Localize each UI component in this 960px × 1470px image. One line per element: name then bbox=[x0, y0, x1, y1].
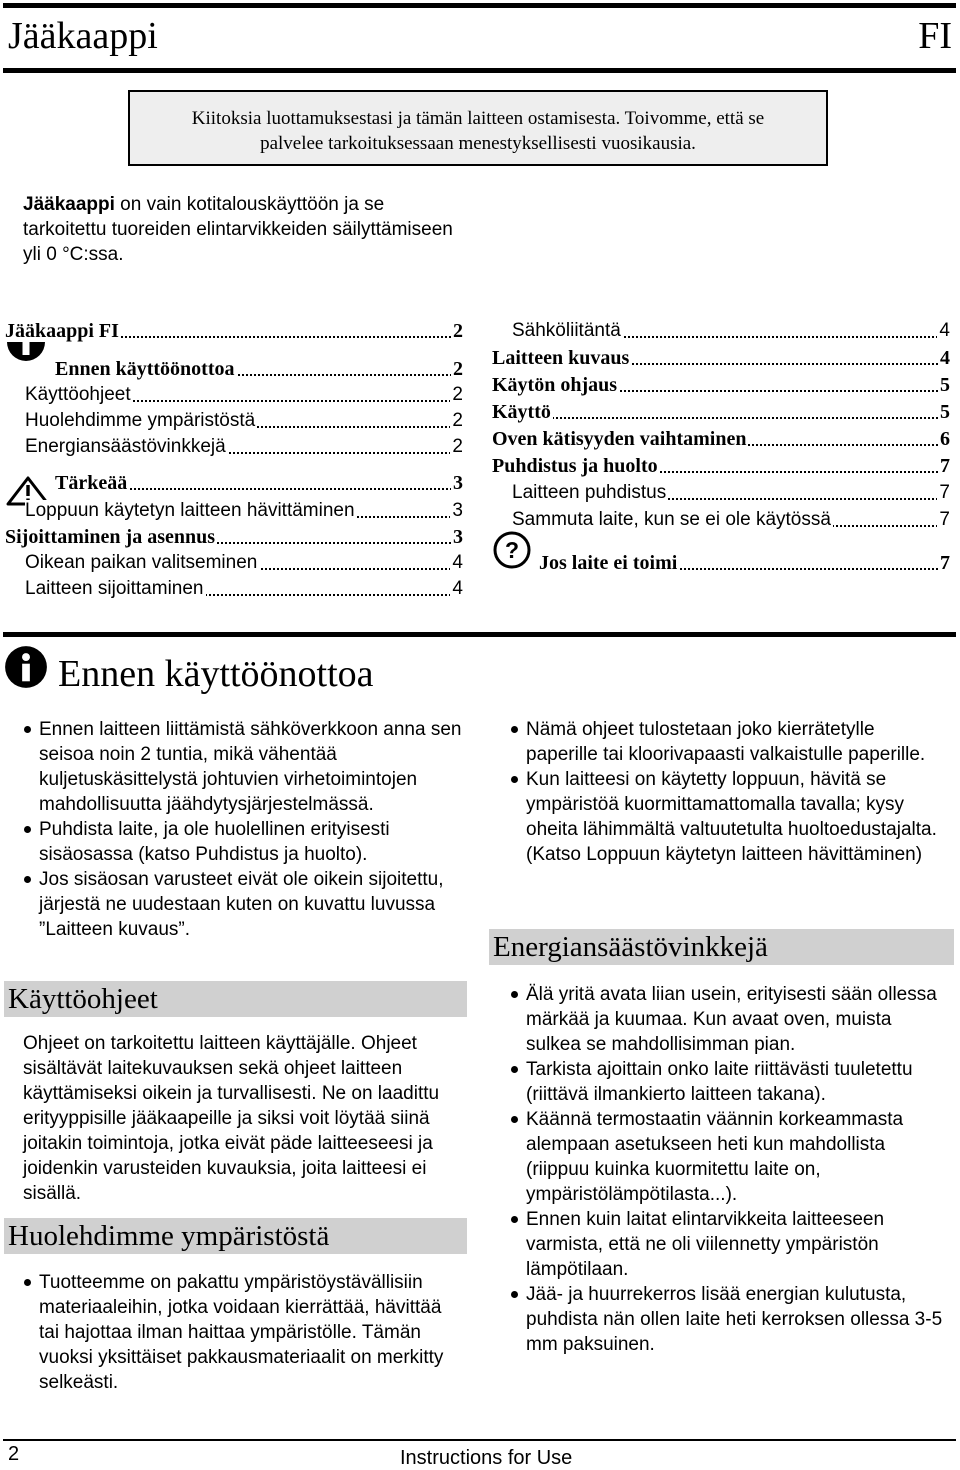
toc-entry-label: Sähköliitäntä bbox=[512, 320, 621, 341]
toc-entry-label: Loppuun käytetyn laitteen hävittäminen bbox=[25, 500, 355, 521]
toc-entry[interactable] bbox=[539, 550, 950, 576]
toc-entry[interactable] bbox=[25, 434, 463, 460]
toc-entry[interactable] bbox=[25, 498, 463, 524]
kayttoohjeet-text: Ohjeet on tarkoitettu laitteen käyttäjälle. Ohjeet sisältävät laitekuvauksen sekä ohjeet laitteen käyttämiseksi oikein ja turvallisesti. Ne on laadittu erityyppisille jääkaapeille ja siksi voit löytää siinä joitakin toimintoja, jotka eivät päde laitteeseesi ja joidenkin varusteiden kuvauksia, joita laitteesi ei sisällä. bbox=[23, 1033, 440, 1204]
list-item: Kun laitteesi on käytetty loppuun, hävitä se ympäristöä kuormittamattomalla tavalla; kysy oheita lähimmältä valtuutetulta huoltoedustajalta. (Katso Loppuun käytetyn laitteen hävittäminen) bbox=[511, 767, 941, 867]
toc-entry[interactable] bbox=[512, 318, 950, 344]
energia-heading: Energiansäästövinkkejä bbox=[489, 929, 954, 965]
toc-entry-page: 4 bbox=[450, 576, 463, 602]
toc-entry-page: 2 bbox=[450, 408, 463, 434]
section-title: Ennen käyttöönottoa bbox=[58, 653, 374, 695]
toc-entry-label: Käyttöohjeet bbox=[25, 384, 131, 405]
toc-entry-page: 2 bbox=[453, 358, 463, 380]
lead-bold: Jääkaappi bbox=[23, 194, 115, 215]
toc-leader bbox=[492, 417, 950, 419]
list-item: Käännä termostaatin väännin korkeammasta alempaan asetukseen heti kun mahdollista (riippuu kuinka kuormitettu laite on, ympäristölämpötilasta...). bbox=[511, 1107, 951, 1207]
toc-entry-label: Oven kätisyyden vaihtaminen bbox=[492, 428, 747, 450]
toc-entry[interactable] bbox=[492, 426, 950, 452]
toc-entry-label: Huolehdimme ympäristöstä bbox=[25, 410, 256, 431]
toc-entry-page: 6 bbox=[940, 428, 950, 450]
huolehdimme-bullet-list bbox=[24, 1270, 444, 1395]
toc-entry[interactable] bbox=[5, 318, 463, 344]
toc-entry-page: 4 bbox=[450, 550, 463, 576]
toc-entry[interactable] bbox=[55, 356, 463, 382]
intro-box bbox=[128, 90, 828, 166]
list-item: Puhdista laite, ja ole huolellinen erityisesti sisäosassa (katso Puhdistus ja huolto). bbox=[24, 817, 464, 867]
toc-entry-label: Käyttö bbox=[492, 401, 551, 423]
toc-entry-label: Sijoittaminen ja asennus bbox=[5, 526, 216, 548]
footer-rule bbox=[3, 1439, 956, 1441]
toc-entry-label: Puhdistus ja huolto bbox=[492, 455, 658, 477]
toc-entry-page: 4 bbox=[940, 347, 950, 369]
section-info-icon bbox=[4, 645, 48, 689]
left-bullet-list bbox=[24, 717, 464, 942]
huolehdimme-heading: Huolehdimme ympäristöstä bbox=[4, 1218, 467, 1254]
toc-entry-label: Tärkeää bbox=[55, 472, 128, 494]
toc-entry[interactable] bbox=[25, 576, 463, 602]
toc-entry-page: 2 bbox=[450, 382, 463, 408]
toc-entry-page: 7 bbox=[940, 455, 950, 477]
intro-line-1: Kiitoksia luottamuksestasi ja tämän laitteen ostamisesta. Toivomme, että se bbox=[191, 108, 765, 129]
toc-entry-label: Jääkaappi FI bbox=[5, 320, 119, 342]
toc-entry[interactable] bbox=[512, 507, 950, 533]
header-rule-top bbox=[3, 3, 956, 8]
right-bullet-list bbox=[511, 717, 941, 867]
toc-entry[interactable] bbox=[25, 550, 463, 576]
toc-entry-page: 3 bbox=[450, 498, 463, 524]
toc-entry-page: 2 bbox=[453, 320, 463, 342]
toc-entry-label: Käytön ohjaus bbox=[492, 374, 618, 396]
toc-entry-page: 5 bbox=[940, 401, 950, 423]
toc-entry-label: Ennen käyttöönottoa bbox=[55, 358, 235, 380]
section-rule bbox=[3, 632, 956, 637]
toc-entry[interactable] bbox=[25, 382, 463, 408]
help-icon bbox=[493, 531, 531, 569]
list-item: Ennen laitteen liittämistä sähköverkkoon anna sen seisoa noin 2 tuntia, mikä vähentää kuljetuskäsittelystä johtuvien virhetoimintojen mahdollisuutta jäähdytysjärjestelmässä. bbox=[24, 717, 464, 817]
list-item: Tarkista ajoittain onko laite riittävästi tuuletettu (riittävä ilmankierto laitteen takana). bbox=[511, 1057, 951, 1107]
list-item: Ennen kuin laitat elintarvikkeita laitteeseen varmista, että ne oli viilennetty ympäristön lämpötilaan. bbox=[511, 1207, 951, 1282]
footer-title: Instructions for Use bbox=[400, 1447, 573, 1469]
toc-entry-label: Laitteen sijoittaminen bbox=[25, 578, 204, 599]
toc-entry-page: 2 bbox=[450, 434, 463, 460]
toc-entry-page: 7 bbox=[937, 480, 950, 506]
toc-entry-page: 7 bbox=[937, 507, 950, 533]
toc-entry-page: 4 bbox=[937, 318, 950, 344]
toc-entry[interactable] bbox=[492, 399, 950, 425]
language-code: FI bbox=[918, 15, 952, 57]
toc-entry[interactable] bbox=[512, 480, 950, 506]
list-item: Jos sisäosan varusteet eivät ole oikein sijoitettu, järjestä ne uudestaan kuten on kuvattu luvussa ”Laitteen kuvaus”. bbox=[24, 867, 464, 942]
lead-text: on vain kotitalouskäyttöön ja se tarkoitettu tuoreiden elintarvikkeiden säilyttämiseen yli 0 °C:ssa. bbox=[23, 194, 453, 265]
toc-entry-label: Laitteen puhdistus bbox=[512, 482, 667, 503]
toc-entry-label: Sammuta laite, kun se ei ole käytössä bbox=[512, 509, 831, 530]
toc-entry-label: Jos laite ei toimi bbox=[539, 552, 678, 574]
list-item: Älä yritä avata liian usein, erityisesti sään ollessa märkää ja kuumaa. Kun avaat oven, muista sulkea se mahdollisimman pian. bbox=[511, 982, 951, 1057]
footer-page-number: 2 bbox=[8, 1443, 20, 1465]
toc-entry-label: Oikean paikan valitseminen bbox=[25, 552, 258, 573]
list-item: Tuotteemme on pakattu ympäristöystävällisiin materiaaleihin, jotka voidaan kierrättää, hävittää tai hajottaa ilman haittaa ympäristölle. Tämän vuoksi yksittäiset pakkausmateriaalit on merkitty selkeästi. bbox=[24, 1270, 444, 1395]
toc-entry[interactable] bbox=[492, 345, 950, 371]
toc-entry[interactable] bbox=[5, 524, 463, 550]
toc-entry[interactable] bbox=[492, 453, 950, 479]
intro-line-2: palvelee tarkoituksessaan menestyksellisesti vuosikausia. bbox=[260, 133, 696, 154]
toc-entry-page: 5 bbox=[940, 374, 950, 396]
toc-entry[interactable] bbox=[492, 372, 950, 398]
header-rule-bottom bbox=[3, 68, 956, 73]
kayttoohjeet-heading: Käyttöohjeet bbox=[4, 981, 467, 1017]
toc-entry[interactable] bbox=[55, 470, 463, 496]
lead-paragraph bbox=[23, 192, 463, 267]
list-item: Nämä ohjeet tulostetaan joko kierrätetylle paperille tai kloorivapaasti valkaistulle paperille. bbox=[511, 717, 941, 767]
energia-bullet-list bbox=[511, 982, 951, 1357]
toc-entry-page: 3 bbox=[453, 526, 463, 548]
svg-text:?: ? bbox=[504, 537, 520, 563]
toc-entry-label: Laitteen kuvaus bbox=[492, 347, 630, 369]
toc-entry-label: Energiansäästövinkkejä bbox=[25, 436, 226, 457]
toc-entry-page: 3 bbox=[453, 472, 463, 494]
toc-entry-page: 7 bbox=[940, 552, 950, 574]
page-title: Jääkaappi bbox=[8, 15, 158, 57]
toc-entry[interactable] bbox=[25, 408, 463, 434]
list-item: Jää- ja huurrekerros lisää energian kulutusta, puhdista nän ollen laite heti kerroksen ollessa 3-5 mm paksuinen. bbox=[511, 1282, 951, 1357]
